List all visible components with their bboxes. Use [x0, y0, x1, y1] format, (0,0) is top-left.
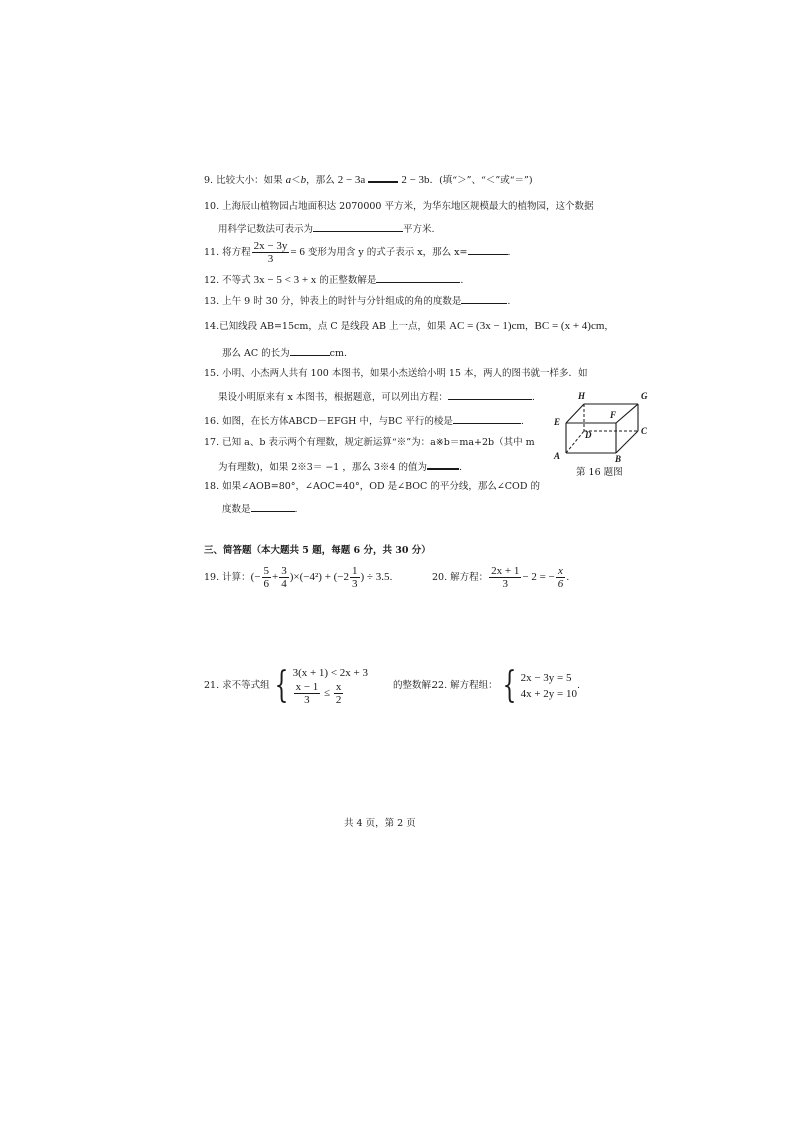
question-16: 16. 如图，在长方体ABCD－EFGH 中，与BC 平行的棱是 .: [204, 416, 524, 427]
question-11: 11. 将方程 $\frac{2x - 3y}{3}$ = 6 变形为用含 y 的式子表示 x，那么 x= .: [204, 240, 511, 265]
vertex-label-D: D: [585, 430, 592, 440]
answer-blank[interactable]: [290, 346, 330, 356]
answer-blank[interactable]: [368, 172, 398, 183]
question-number: 13.: [204, 296, 220, 307]
section-title: 三、简答题（本大题共 5 题，每题 6 分，共 30 分）: [204, 545, 431, 556]
vertex-label-G: G: [641, 391, 648, 401]
question-10-line2: 用科学记数法可表示为 平方米.: [218, 224, 435, 235]
question-number: 12.: [204, 275, 220, 286]
vertex-label-F: F: [610, 410, 617, 420]
question-17-line2: 为有理数)，如果 2※3＝ −1 ，那么 3※4 的值为 .: [218, 459, 462, 474]
vertex-label-E: E: [554, 417, 561, 427]
question-15: 15. 小明、小杰两人共有 100 本图书，如果小杰送给小明 15 本，两人的图书就一样多．如: [204, 368, 588, 379]
question-15-line2: 果设小明原来有 x 本图书，根据题意，可以列出方程： .: [218, 392, 535, 403]
question-9: 9. 比较大小：如果 a＜b，那么 2 − 3a 2 − 3b．(填“＞”、“＜”或“＝”): [204, 174, 533, 186]
figure-caption: 第 16 题图: [576, 467, 623, 478]
question-18-line2: 度数是 .: [222, 504, 298, 515]
question-20: 20. 解方程： $\frac{2x + 1}{3}$ − 2 = − $\frac{x}{6}$ .: [432, 565, 570, 590]
equation-system: 2x − 3y = 5 4x + 2y = 10: [520, 671, 577, 700]
question-number: 19.: [204, 572, 220, 583]
answer-blank[interactable]: [313, 222, 403, 232]
question-10: 10. 上海辰山植物园占地面积达 2070000 平方米，为华东地区规模最大的植物园，这个数据: [204, 201, 594, 212]
question-number: 9.: [204, 175, 214, 186]
question-number: 18.: [204, 481, 220, 492]
answer-blank[interactable]: [427, 459, 459, 470]
question-13: 13. 上午 9 时 30 分，钟表上的时针与分针组成的角的度数是 .: [204, 296, 511, 307]
fraction: $\frac{2x + 1}{3}$: [491, 565, 520, 590]
question-number: 14.: [204, 321, 220, 332]
fraction: $\frac{3}{4}$: [281, 565, 287, 590]
question-18: 18. 如果∠AOB=80°，∠AOC=40°，OD 是∠BOC 的平分线，那么∠COD 的: [204, 481, 540, 492]
question-number: 21.: [204, 680, 220, 691]
question-12: 12. 不等式 3x − 5 < 3 + x 的正整数解是 .: [204, 274, 464, 286]
question-14-line2: 那么 AC 的长为 cm.: [222, 348, 348, 359]
question-number: 20.: [432, 572, 448, 583]
answer-blank[interactable]: [376, 273, 460, 283]
answer-blank[interactable]: [461, 294, 507, 304]
answer-blank[interactable]: [251, 502, 295, 512]
question-17: 17. 已知 a、b 表示两个有理数，规定新运算“※”为：a※b＝ma+2b（其中 m: [204, 437, 535, 448]
vertex-label-C: C: [641, 426, 648, 436]
question-number: 22.: [432, 680, 448, 691]
fraction: $\frac{2x - 3y}{3}$: [253, 240, 288, 265]
page-footer: 共 4 页，第 2 页: [344, 818, 416, 829]
answer-blank[interactable]: [448, 390, 532, 400]
fraction: $\frac{x}{6}$: [557, 565, 564, 590]
vertex-label-H: H: [578, 391, 586, 401]
answer-blank[interactable]: [453, 414, 521, 424]
vertex-label-B: B: [615, 454, 622, 464]
question-number: 11.: [204, 247, 220, 258]
inequality-system: 3(x + 1) < 2x + 3 $\frac{x - 1}{3}$ ≤ $\frac{x}{2}$: [292, 667, 368, 706]
question-number: 15.: [204, 368, 220, 379]
fraction: $\frac{5}{6}$: [263, 565, 270, 590]
left-brace: {: [502, 664, 516, 706]
question-number: 17.: [204, 437, 220, 448]
answer-blank[interactable]: [468, 245, 508, 255]
fraction: $\frac{1}{3}$: [352, 565, 358, 590]
question-number: 16.: [204, 416, 220, 427]
question-22: 22. 解方程组： { 2x − 3y = 5 4x + 2y = 10 .: [432, 664, 581, 706]
vertex-label-A: A: [554, 451, 561, 461]
question-number: 10.: [204, 201, 220, 212]
question-14: 14.已知线段 AB=15cm，点 C 是线段 AB 上一点，如果 AC = (3x − 1)cm，BC = (x + 4)cm，: [204, 320, 614, 332]
left-brace: {: [274, 664, 288, 706]
question-19: 19. 计算：(− $\frac{5}{6}$ + $\frac{3}{4}$ )×(−4²) + (−2 $\frac{1}{3}$ ) ÷ 3.5.: [204, 565, 393, 590]
question-21: 21. 求不等式组 { 3(x + 1) < 2x + 3 $\frac{x - 1}{3}$ ≤ $\frac{x}{2}$ 的整数解.: [204, 664, 435, 706]
